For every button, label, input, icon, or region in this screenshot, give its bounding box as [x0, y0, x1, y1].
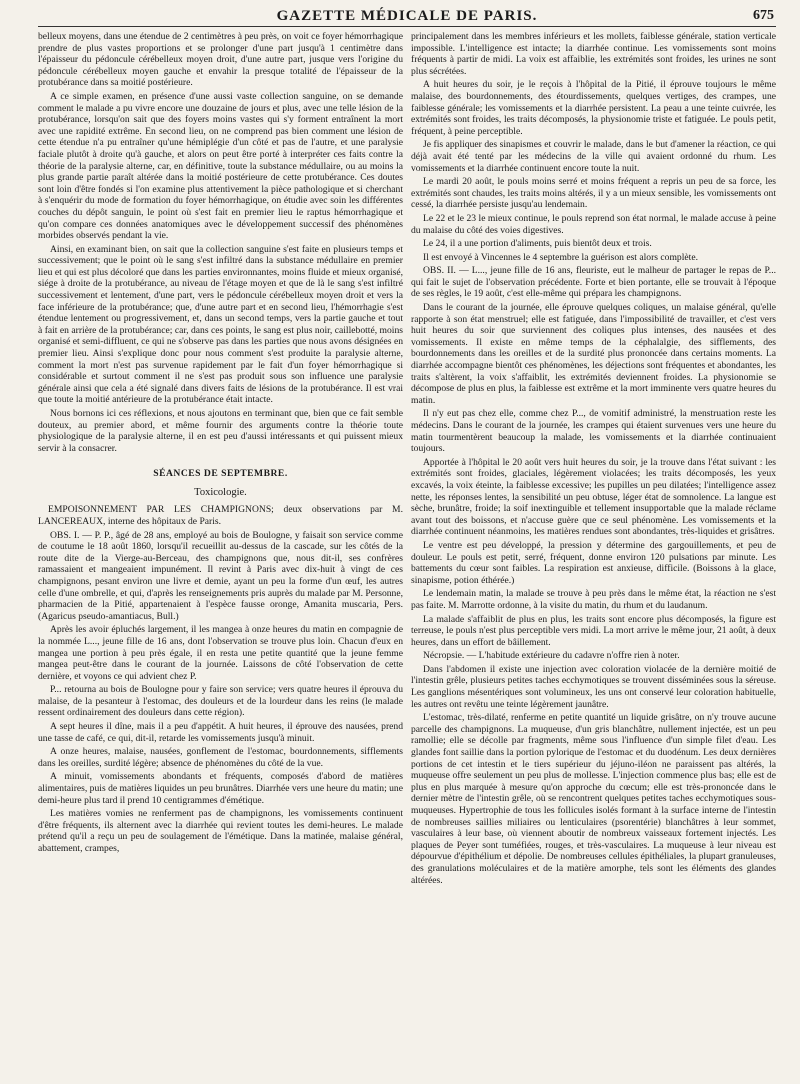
paragraph: Après les avoir épluchés largement, il les mangea à onze heures du matin en compagnie de la nommée L..., jeune fille de 16 ans, dont l'observation se trouve plus loin. Chacun d'eux en mangea une portion à peu près égale, il en resta une petite quantité que la jeune femme mangea peut-être dans le courant de la journée. Laissons de côté l'observation de cette dernière, et voyons ce qui advient chez P.: [38, 624, 403, 682]
paragraph: Le lendemain matin, la malade se trouve à peu près dans le même état, la réaction ne s'est pas faite. M. Marrotte ordonne, à la visite du matin, du rhum et du laudanum.: [411, 588, 776, 611]
page-header: [38, 6, 776, 27]
paragraph: A minuit, vomissements abondants et fréquents, composés d'abord de matières alimentaires, puis de matières liquides un peu brunâtres. Diarrhée vers une heure du matin; une demi-heure plus tard il prend 10 centigrammes d'émétique.: [38, 771, 403, 806]
subsection-heading: Toxicologie.: [194, 487, 247, 499]
paragraph: Nécropsie. — L'habitude extérieure du cadavre n'offre rien à noter.: [423, 650, 680, 662]
two-column-body: [38, 31, 776, 888]
paragraph: Le ventre est peu développé, la pression y détermine des gargouillements, et peu de douleur. Le pouls est petit, serré, fréquent, donne environ 120 pulsations par minute. Les battements du cœur sont faibles. La respiration est anxieuse, difficile. (Boissons à la glace, sinapisme, potion éthérée.): [411, 539, 776, 586]
paragraph: Le mardi 20 août, le pouls moins serré et moins fréquent a repris un peu de sa force, les extrémités sont chaudes, les traits moins altérés, il y a un mieux sensible, les vomissements ont cessé, la diarrhée persiste jusqu'au lendemain.: [411, 176, 776, 211]
section-heading: SÉANCES DE SEPTEMBRE.: [153, 468, 288, 480]
paragraph: Le 22 et le 23 le mieux continue, le pouls reprend son état normal, le malade accuse à peine du malaise du côté des voies digestives.: [411, 212, 776, 236]
paragraph: Je fis appliquer des sinapismes et couvrir le malade, dans le but d'amener la réaction, ce qui déjà avait été tenté par les médecins de la ville qui avaient ordonné du rhum. Les vomissements et la diarrhée continuent encore toute la nuit.: [411, 139, 776, 174]
paragraph: Dans l'abdomen il existe une injection avec coloration violacée de la dernière moitié de l'intestin grêle, plusieurs petites taches ecchymotiques se trouvent disséminées sous la séreuse. Les ganglions mésentériques sont volumineux, les uns ont conservé leur coloration habituelle, les autres ont revêtu une teinte légèrement jaunâtre.: [411, 663, 776, 710]
paragraph: A sept heures il dîne, mais il a peu d'appétit. A huit heures, il éprouve des nausées, prend une tasse de café, ce qui, dit-il, retarde les vomissements jusqu'à minuit.: [38, 721, 403, 744]
paragraph: belleux moyens, dans une étendue de 2 centimètres à peu près, on voit ce foyer hémorrhagique prendre de plus vastes proportions et se prolonger d'une part jusqu'à 1 centimètre dans l'épaisseur du pédoncule cérébelleux moyen droit, d'une autre part, jusque vers l'origine du pédoncule cérébelleux moyen gauche et envahir la presque totalité de l'épaisseur de la protubérance dans sa moitié postérieure.: [38, 31, 403, 89]
article-heading: EMPOISONNEMENT PAR LES CHAMPIGNONS; deux observations par M. LANCEREAUX, interne des hôpitaux de Paris.: [38, 504, 403, 527]
page-number: 675: [753, 8, 774, 23]
paragraph: Ainsi, en examinant bien, on sait que la collection sanguine s'est faite en plusieurs temps et successivement; que le point où le sang s'est infiltré dans la substance médullaire en premier lieu et qui est plus décoloré que dans les parties environnantes, moins fluide et mieux organisé, siége à droite de la protubérance, au niveau de l'étage moyen et que de là le sang s'est infiltré successivement et lentement, d'une part, vers le pédoncule cérébelleux moyen droit et vers la face inférieure de la protubérance; que, d'une autre part et en second lieu, l'hémorrhagie s'est étendue lentement ou progressivement, et, dans un second temps, vers la partie gauche et tout à fait en arrière de la protubérance; car, dans ces points, le sang est plus noir, caillebotté, moins organisé et semi-diffluent, ce qui ne s'observe pas dans les parties que nous avons désignées en premier lieu. Ainsi s'explique donc pour nous comment s'est produite la paralysie alterne, comment la mort n'est pas survenue rapidement par le fait d'un foyer hémorrhagique si considérable et surtout comment il ne s'est pas produit sous son influence une paralysie générale ainsi que cela a été signalé dans divers faits de lésions de la protubérance. Il est vrai que toute la moitié antérieure de la protubérance était intacte.: [38, 243, 403, 406]
paragraph: Dans le courant de la journée, elle éprouve quelques coliques, un malaise général, qu'elle rapporte à son état menstruel; elle est fatiguée, dans l'impossibilité de travailler, et c'est vers huit heures du soir que surviennent des coliques plus intenses, des nausées et des vomissements. Il existe en même temps de la céphalalgie, des sifflements, des bourdonnements dans les oreilles et de la surdité plus prononcée dans certains moments. La diarrhée accompagne bientôt ces phénomènes, les déjections sont fréquentes et abondantes, les traits s'altèrent, la voix s'affaiblit, les extrémités deviennent froides. La physionomie se décompose de plus en plus, la faiblesse est extrême et la mort imminente vers quatre heures du matin.: [411, 302, 776, 406]
left-column: [38, 31, 403, 888]
paragraph: A onze heures, malaise, nausées, gonflement de l'estomac, bourdonnements, sifflements dans les oreilles, surdité légère; absence de phénomènes du côté de la vue.: [38, 746, 403, 769]
paragraph: Le 24, il a une portion d'aliments, puis bientôt deux et trois.: [423, 238, 652, 250]
paragraph: Apportée à l'hôpital le 20 août vers huit heures du soir, je la trouve dans l'état suivant : les extrémités sont froides, glaciales, légèrement violacées; les traits décomposés, les yeux excavés, la voix éteinte, la faiblesse excessive; les pupilles un peu dilatées; l'intelligence assez nette, les réponses lentes, la sensibilité un peu obtuse, léger état de somnolence. La langue est sèche, brunâtre, froide; la soif inextinguible et tellement insupportable que la malade réclame avant tout des boissons, et n'accuse guère que ce seul phénomène. Les vomissements et la diarrhée continuent néanmoins, les matières rendues sont abondantes, très-liquides et grisâtres.: [411, 456, 776, 538]
paragraph: Il n'y eut pas chez elle, comme chez P..., de vomitif administré, la menstruation reste les médecins. Dans le courant de la journée, les crampes qui étaient survenues vers une heure du matin tourmentèrent beaucoup la malade, les vomissements et la diarrhée continuaient toujours.: [411, 408, 776, 455]
paragraph: La malade s'affaiblit de plus en plus, les traits sont encore plus décomposés, la figure est terreuse, le pouls n'est plus perceptible vers midi. La mort arrive le même jour, 21 août, à deux heures, dans un effort de bâillement.: [411, 613, 776, 648]
paragraph: principalement dans les membres inférieurs et les mollets, faiblesse générale, station verticale impossible. L'intelligence est intacte; la diarrhée continue. Les vomissements sont moins fréquents à partir de midi. La voix est affaiblie, les extrémités sont froides, les urines ne sont plus sécrétées.: [411, 31, 776, 77]
paragraph: Les matières vomies ne renferment pas de champignons, les vomissements continuent d'être fréquents, ils alternent avec la diarrhée qui revient toutes les demi-heures. Le malade prétend qu'il a reçu un peu de soulagement de l'émétique. Dans la matinée, malaise général, abattement, crampes,: [38, 808, 403, 854]
paragraph: OBS. I. — P. P., âgé de 28 ans, employé au bois de Boulogne, y faisait son service comme de coutume le 18 août 1860, lorsqu'il recueillit au-dessus de la cascade, sur les côtés de la route dite de la Vierge-au-Berceau, des champignons que, nous dit-il, ses confrères ramassaient et mangeaient impunément. Il revint à Paris avec dix-huit à vingt de ces champignons, pesant environ une livre et demie, ayant un peu la forme d'un œuf, les autres celle d'une ombrelle, et qui, d'après les renseignements pris auprès du malade par M. Personne, pharmacien de la Pitié, appartenaient à l'espèce fausse oronge, Amanita muscaria, Pers. (Agaricus pseudo-amantiacus, Bull.): [38, 529, 403, 622]
paragraph: A huit heures du soir, je le reçois à l'hôpital de la Pitié, il éprouve toujours le même malaise, des bourdonnements, des étourdissements, quelques vertiges, des crampes, une faiblesse générale; les vomissements et la diarrhée persistent. La peau a une teinte cuivrée, les extrémités sont froides, les traits décomposés, la physionomie triste et fatiguée. Le pouls petit, fréquent, à peine perceptible.: [411, 79, 776, 137]
paragraph: L'estomac, très-dilaté, renferme en petite quantité un liquide grisâtre, on n'y trouve aucune parcelle des champignons. La muqueuse, d'un gris blanchâtre, nullement injectée, est un peu ramollie; elle se décolle par fragments, même sous l'influence d'un simple filet d'eau. Les glandes font saillie dans la portion pylorique de l'estomac et du duodénum. Les deux dernières portions de cet intestin et le tiers supérieur du jéjuno-iléon ne paraissent pas altérés, la muqueuse offre seulement un peu plus de mollesse. L'injection commence plus bas; elle est de plus en plus marquée à mesure qu'on approche du cœcum; elle est très-prononcée dans le dernier mètre de l'intestin grêle, où se rencontrent quelques petites taches ecchymotiques sous-muqueuses. Hypertrophie de tous les follicules isolés formant à la surface interne de l'intestin de nombreuses saillies miliaires ou lenticulaires (psorentérie) blanchâtres à leur sommet, vasculaires à leur base, où viennent aboutir de nombreux vaisseaux fortement injectés. Les plaques de Peyer sont tuméfiées, rouges, et très-vasculaires. La muqueuse à leur niveau est dépourvue d'épithélium et dépolie. De nombreuses cellules épithéliales, la plupart granuleuses, des granulations moléculaires et de la matière amorphe, tels sont les éléments des glandes altérées.: [411, 712, 776, 886]
paragraph: Il est envoyé à Vincennes le 4 septembre la guérison est alors complète.: [423, 251, 698, 263]
paragraph: A ce simple examen, en présence d'une aussi vaste collection sanguine, on se demande comment le malade a pu vivre encore une douzaine de jours et plus, avec une telle lésion de la protubérance, lorsqu'on sait que des foyers moins vastes qui s'y forment entraînent la mort avec une rapidité extrême. En second lieu, on ne comprend pas bien comment une lésion de cette étendue n'a pu entraîner qu'une hémiplégie d'un côté et pas de l'autre, et une paralysie faciale plutôt à droite qu'à gauche, et alors on peut être porté à interpréter ces faits contre la théorie de la paralysie alterne, car, en définitive, toute la substance médullaire, ou au moins la plus grande partie paraît altérée dans la moitié postérieure de cette protubérance. Ces doutes sont loin d'être fondés si l'on examine plus attentivement la pièce pathologique et si cherchant à s'enquérir du mode de formation du foyer hémorrhagique, on étudie avec soin les différentes couches du dépôt sanguin, le point où s'est fait en premier lieu le raptus hémorrhagique et qu'on compare ces données anatomiques avec le développement successif des phénomènes morbides observés pendant la vie.: [38, 90, 403, 242]
right-column: [411, 31, 776, 888]
paragraph: Nous bornons ici ces réflexions, et nous ajoutons en terminant que, bien que ce fait semble douteux, au premier abord, et même fournir des arguments contre la théorie toute physiologique de la paralysie alterne, il en est peu d'aussi intéressants et qui puissent mieux servir à la consacrer.: [38, 408, 403, 454]
paragraph: P... retourna au bois de Boulogne pour y faire son service; vers quatre heures il éprouva du malaise, de la pesanteur à l'estomac, des douleurs et de la lourdeur dans les reins (le malade ressent ordinairement des douleurs dans cette région).: [38, 684, 403, 719]
journal-title: GAZETTE MÉDICALE DE PARIS.: [276, 8, 538, 24]
paragraph: OBS. II. — L..., jeune fille de 16 ans, fleuriste, eut le malheur de partager le repas de P... qui fait le sujet de l'observation précédente. Forte et bien portante, elle se trouvait à l'époque de ses règles, le 19 août, c'est elle-même qui prépara les champignons.: [411, 265, 776, 300]
